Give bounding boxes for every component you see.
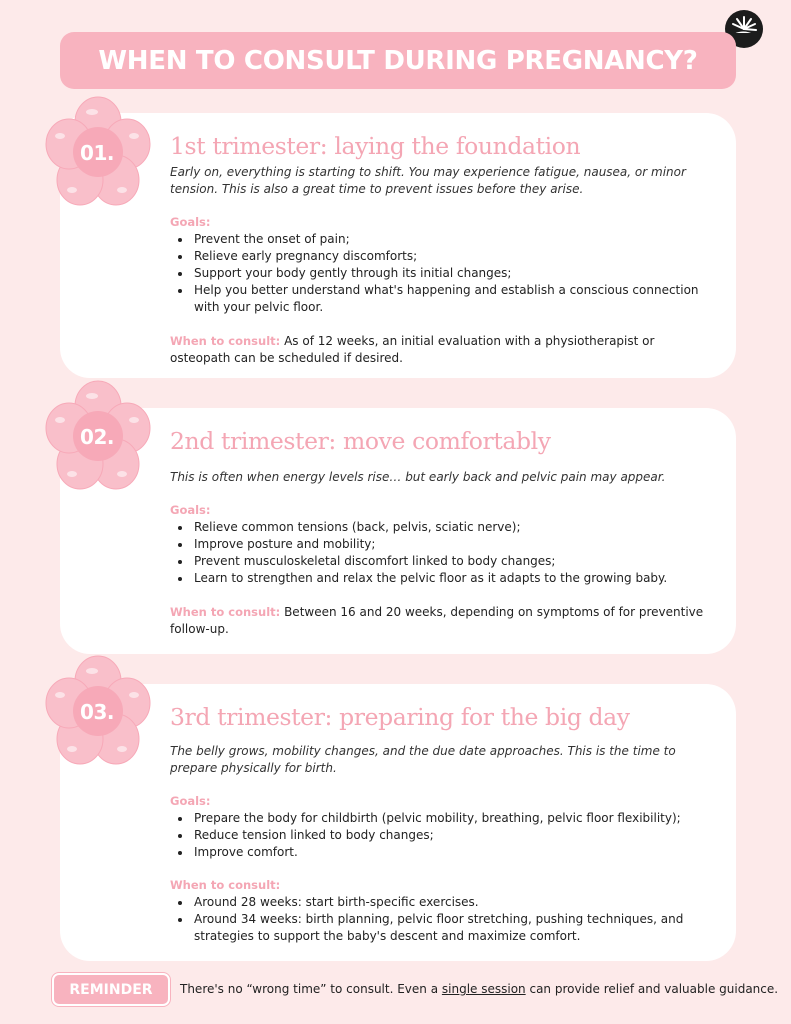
reminder-text [180, 982, 778, 996]
section-intro-2: This is often when energy levels rise… but early back and pelvic pain may appear. [170, 470, 666, 484]
goal-item: Relieve common tensions (back, pelvis, sciatic nerve); [170, 519, 715, 536]
section-card-2 [60, 408, 736, 654]
page-title-banner [60, 32, 736, 89]
reminder-text-before: There's no “wrong time” to consult. Even a [180, 982, 442, 996]
section-number-1: 01. [80, 140, 114, 165]
section-intro-3: The belly grows, mobility changes, and the due date approaches. This is the time to prepare physically for birth. [170, 744, 676, 775]
section-intro-1: Early on, everything is starting to shift. You may experience fatigue, nausea, or minor tension. This is also a great time to prevent issues before they arise. [170, 165, 686, 196]
goal-item: Improve comfort. [170, 844, 715, 861]
goal-item: Relieve early pregnancy discomforts; [170, 248, 715, 265]
consult-label-3: When to consult: [170, 878, 281, 892]
consult-list-3 [170, 894, 715, 945]
consult-label-1: When to consult: [170, 334, 281, 348]
goal-item: Prepare the body for childbirth (pelvic mobility, breathing, pelvic floor flexibility); [170, 810, 715, 827]
flower-badge-icon [38, 92, 158, 212]
consult-text-2: Between 16 and 20 weeks, depending on symptoms of for preventive follow-up. [170, 605, 704, 636]
reminder-badge: REMINDER [52, 973, 170, 1006]
goals-list-2 [170, 519, 715, 587]
section-heading-1: 1st trimester: laying the foundation [170, 132, 581, 160]
consult-paragraph-2 [170, 604, 715, 638]
consult-item: Around 28 weeks: start birth-specific exercises. [170, 894, 715, 911]
goals-label-2: Goals: [170, 503, 211, 517]
flower-badge-icon [38, 651, 158, 771]
goals-label-3: Goals: [170, 794, 211, 808]
page-title: WHEN TO CONSULT DURING PREGNANCY? [98, 45, 698, 76]
section-content-2 [170, 426, 715, 638]
section-content-3 [170, 702, 715, 945]
goals-label-1: Goals: [170, 215, 211, 229]
section-card-3 [60, 684, 736, 961]
reminder-link-single-session: single session [441, 982, 526, 996]
goal-item: Help you better understand what's happening and establish a conscious connection with your pelvic floor. [170, 282, 715, 316]
consult-label-2: When to consult: [170, 605, 281, 619]
flower-badge-icon [38, 376, 158, 496]
goal-item: Learn to strengthen and relax the pelvic floor as it adapts to the growing baby. [170, 570, 715, 587]
goal-item: Prevent musculoskeletal discomfort linked to body changes; [170, 553, 715, 570]
consult-text-1: As of 12 weeks, an initial evaluation with a physiotherapist or osteopath can be scheduled if desired. [170, 334, 655, 365]
section-number-3: 03. [80, 699, 114, 724]
goal-item: Prevent the onset of pain; [170, 231, 715, 248]
goal-item: Reduce tension linked to body changes; [170, 827, 715, 844]
goal-item: Support your body gently through its initial changes; [170, 265, 715, 282]
consult-paragraph-1 [170, 333, 715, 367]
goal-item: Improve posture and mobility; [170, 536, 715, 553]
section-heading-2: 2nd trimester: move comfortably [170, 427, 551, 455]
section-content-1 [170, 131, 715, 367]
goals-list-3 [170, 810, 715, 861]
section-heading-3: 3rd trimester: preparing for the big day [170, 703, 630, 731]
reminder-text-after: can provide relief and valuable guidance. [525, 982, 779, 996]
goals-list-1 [170, 231, 715, 316]
section-card-1 [60, 113, 736, 378]
consult-item: Around 34 weeks: birth planning, pelvic floor stretching, pushing techniques, and strategies to support the baby's descent and maximize comfort. [170, 911, 715, 945]
section-number-2: 02. [80, 424, 114, 449]
